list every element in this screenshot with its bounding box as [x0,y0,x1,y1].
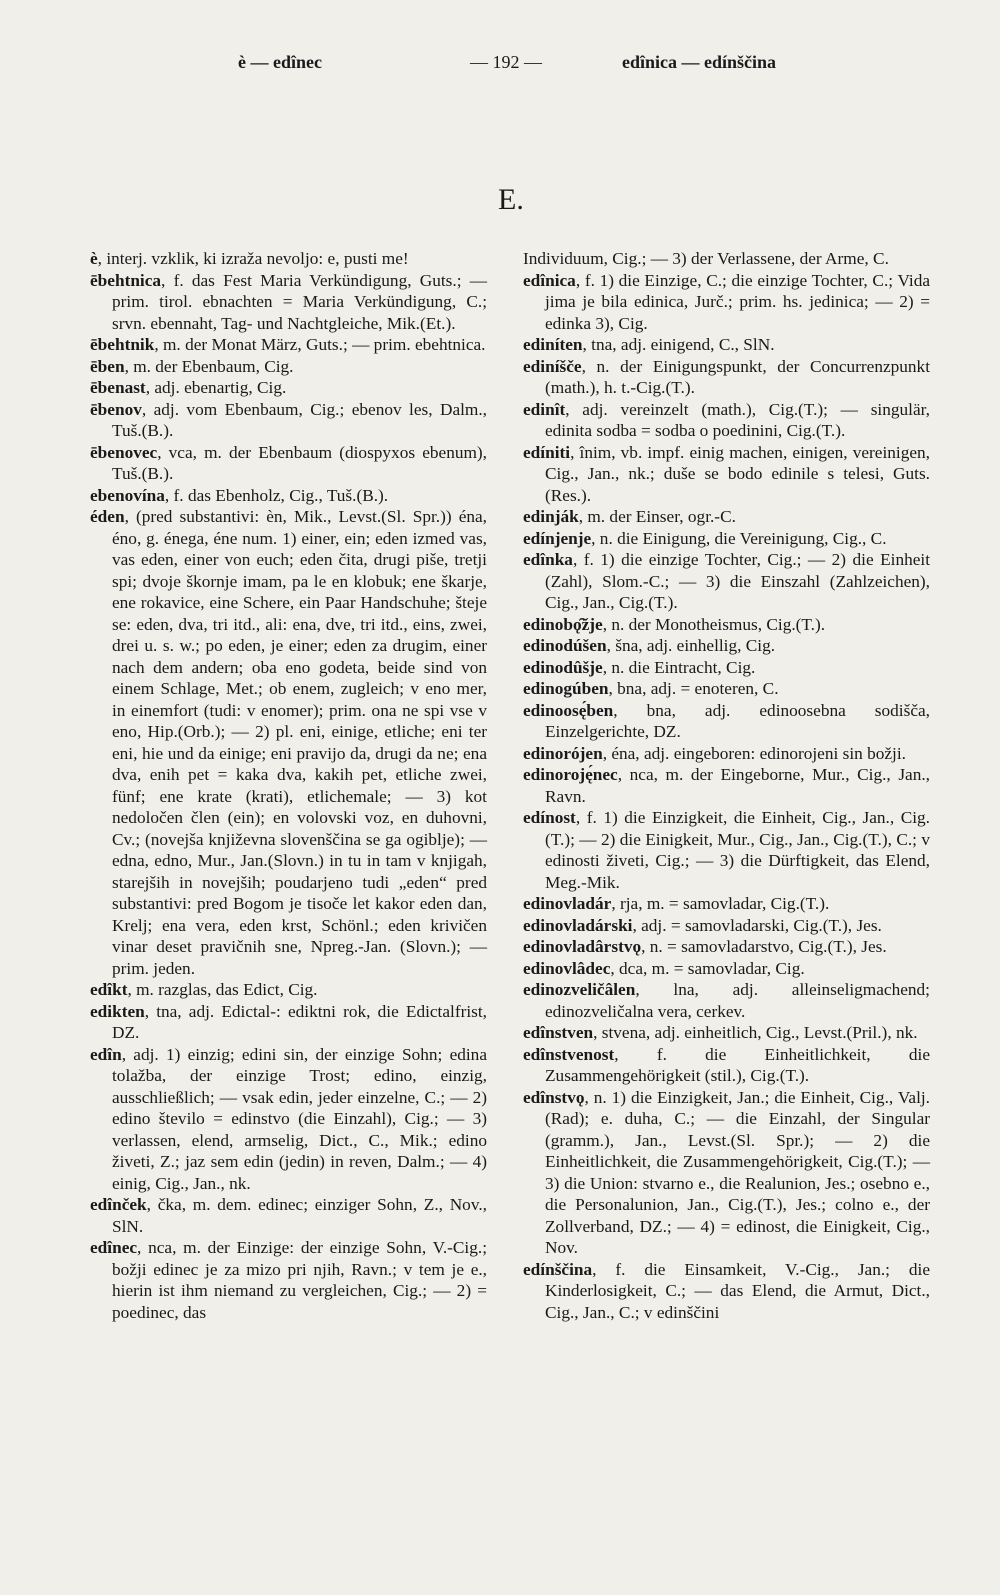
entry-definition: , rja, m. = samovladar, Cig.(T.). [611,894,830,913]
dictionary-entry [523,807,930,893]
dictionary-entry [523,635,930,657]
entry-definition: Individuum, Cig.; — 3) der Verlassene, der Arme, C. [523,249,889,268]
entry-headword: edîn [90,1044,122,1064]
entry-headword: edikten [90,1001,145,1021]
entry-definition: , n. die Einigung, die Vereinigung, Cig., C. [591,528,887,548]
page-header [0,52,1000,82]
entry-headword: edînec [90,1238,138,1257]
entry-headword: edinoosę́ben [523,700,614,720]
dictionary-entry [90,485,487,507]
entry-definition: , f. 1) die Einzigkeit, die Einheit, Cig., Jan., Cig.(T.); — 2) die Einigkeit, Mur., Cig., Jan., Cig.(T.), C.; v edinosti živeti, Cig.; — 3) die Dürftigkeit, das Elend, Meg.-Mik. [545,808,930,892]
dictionary-entry [523,764,930,807]
dictionary-entry [523,399,930,442]
dictionary-entry [523,442,930,507]
dictionary-entry [523,657,930,679]
entry-headword: edinovladár [523,894,612,913]
dictionary-entry [90,270,487,335]
dictionary-entry [523,506,930,528]
entry-definition: , vca, m. der Ebenbaum (diospyxos ebenum), Tuš.(B.). [112,442,487,483]
entry-headword: edinît [523,399,566,419]
entry-headword: edînček [90,1195,147,1214]
entry-definition: , n. der Einigungspunkt, der Concurrenzpunkt (math.), h. t.-Cig.(T.). [545,356,930,397]
dictionary-entry [523,1087,930,1259]
entry-definition: , nca, m. der Einzige: der einzige Sohn, V.-Cig.; božji edinec je za mizo pri njih, Ravn.; v tem je e., hierin ist ihm niemand zu vergleichen, Cig.; — 2) = poedinec, das [112,1238,487,1322]
entry-headword: ēbehtnica [90,270,162,290]
entry-headword: ebenovína [90,485,165,505]
dictionary-entry [523,614,930,636]
dictionary-entry [523,958,930,980]
entry-headword: ediníten [523,335,583,354]
entry-headword: è [90,249,98,268]
entry-definition: , f. das Fest Maria Verkündigung, Guts.; — prim. tirol. ebnachten = Maria Verkündigung, C.; srvn. ebennaht, Tag- und Nachtgleiche, Mik.(Et.). [112,270,487,333]
entry-headword: ēbenast [90,378,146,397]
dictionary-entry [90,1001,487,1044]
entry-definition: , interj. vzklik, ki izraža nevoljo: e, pusti me! [97,249,409,268]
page-number: — 192 — [470,52,542,72]
entry-definition: , adj. vereinzelt (math.), Cig.(T.); — singulär, edinita sodba = sodba o poedinini, Cig.(T.). [545,399,930,440]
dictionary-entry [523,549,930,614]
entry-definition: , lna, adj. alleinseligmachend; edinozveličalna vera, cerkev. [545,980,930,1021]
entry-headword: ēben [90,356,125,376]
entry-headword: edinobǫ̑žje [523,614,603,634]
dictionary-entry [90,356,487,378]
entry-headword: edinják [523,507,579,526]
entry-headword: edîkt [90,980,128,999]
entry-definition: , m. razglas, das Edict, Cig. [127,980,318,999]
dictionary-entry [523,248,930,270]
dictionary-entry [523,270,930,335]
dictionary-entry [523,528,930,550]
dictionary-entry [90,1044,487,1195]
entry-definition: , f. das Ebenholz, Cig., Tuš.(B.). [164,485,389,505]
dictionary-entry [90,506,487,979]
dictionary-entry [90,442,487,485]
dictionary-entry [523,678,930,700]
entry-definition: , m. der Einser, ogr.-C. [578,507,736,526]
entry-definition: , tna, adj. einigend, C., SlN. [582,335,775,354]
entry-headword: ēbehtnik [90,335,155,354]
dictionary-entry [523,979,930,1022]
entry-definition: , n. der Monotheismus, Cig.(T.). [602,614,826,634]
section-letter: E. [498,183,524,216]
entry-definition: , f. die Einheitlichkeit, die Zusammengehörigkeit (stil.), Cig.(T.). [545,1044,930,1085]
entry-definition: , n. 1) die Einzigkeit, Jan.; die Einheit, Cig., Valj.(Rad); e. duha, C.; — die Einzahl, der Singular (gramm.), Jan., Levst.(Sl. Spr.); — 2) die Einheitlichkeit, die Zusammengehörigkeit, Cig.(T.); — 3) die Union: stvarno e., die Realunion, Jes.; osebno e., die Personalunion, Jan., Cig.(T.), Jes.; colno e., der Zollverband, DZ.; — 4) = edinost, die Einigkeit, Cig., Nov. [545,1087,930,1257]
dictionary-entry [523,893,930,915]
dictionary-entry [90,377,487,399]
entry-headword: edinodûšje [523,657,603,677]
entry-definition: , tna, adj. Edictal-: ediktni rok, die Edictalfrist, DZ. [112,1001,487,1042]
entry-definition: , šna, adj. einhellig, Cig. [606,636,776,655]
entry-headword: edinovladârstvǫ [523,937,642,956]
right-column [523,248,930,1323]
entry-definition: , m. der Ebenbaum, Cig. [124,356,294,376]
dictionary-entry [90,334,487,356]
entry-definition: , adj. vom Ebenbaum, Cig.; ebenov les, Dalm., Tuš.(B.). [112,399,487,440]
entry-headword: edínščina [523,1259,593,1279]
entry-definition: , stvena, adj. einheitlich, Cig., Levst.(Pril.), nk. [593,1023,918,1042]
entry-headword: edînstven [523,1023,594,1042]
dictionary-entry [90,248,487,270]
left-column [90,248,487,1323]
entry-definition: , adj. 1) einzig; edini sin, der einzige Sohn; edina tolažba, der einzige Trost; edino, einzig, ausschließlich; — vsak edin, jeder einzelne, C.; — 2) edino število = edinstvo (die Einzahl), Cig.; — 3) verlassen, elend, armselig, Dict., C., Mik.; edino živeti, Z.; jaz sem edin (jedin) in reven, Dalm.; — 4) einig, Cig., Jan., nk. [112,1044,487,1193]
dictionary-entry [523,700,930,743]
entry-definition: , adj. ebenartig, Cig. [145,378,287,397]
entry-definition: , f. 1) die Einzige, C.; die einzige Tochter, C.; Vida jima je bila edinica, Jurč.; prim. hs. jedinica; — 2) = edinka 3), Cig. [545,270,930,333]
entry-headword: edinogúben [523,679,609,698]
dictionary-entry [90,1237,487,1323]
entry-definition: , f. 1) die einzige Tochter, Cig.; — 2) die Einheit (Zahl), Slom.-C.; — 3) die Einszahl (Zahlzeichen), Cig., Jan., Cig.(T.). [545,550,930,612]
entry-headword: edinozveličâlen [523,980,636,999]
entry-definition: , înim, vb. impf. einig machen, einigen, vereinigen, Cig., Jan., nk.; duše se bodo edinile s telesi, Guts.(Res.). [545,442,930,505]
entry-headword: edínjenje [523,528,592,548]
dictionary-entry [523,334,930,356]
entry-definition: , dca, m. = samovladar, Cig. [610,958,805,978]
entry-headword: edinovladárski [523,915,633,935]
dictionary-entry [523,1022,930,1044]
entry-headword: edíniti [523,442,571,462]
entry-definition: , adj. = samovladarski, Cig.(T.), Jes. [632,915,882,935]
dictionary-entry [523,356,930,399]
entry-headword: edinorójen [523,743,603,763]
header-left-guideword: è — edînec [238,52,322,72]
entry-headword: edinodúšen [523,636,607,655]
dictionary-entry [523,936,930,958]
entry-headword: edînstvǫ [523,1087,585,1107]
entry-definition: , bna, adj. = enoteren, C. [608,679,779,698]
entry-definition: , éna, adj. eingeboren: edinorojeni sin božji. [602,743,906,763]
entry-definition: , n. = samovladarstvo, Cig.(T.), Jes. [641,937,887,956]
entry-headword: éden [90,507,125,526]
dictionary-entry [523,915,930,937]
entry-definition: , f. die Einsamkeit, V.-Cig., Jan.; die Kinderlosigkeit, C.; — das Elend, die Armut, Dict., Cig., Jan., C.; v edinščini [545,1259,930,1322]
entry-headword: edinoroję́nec [523,765,618,784]
entry-headword: ēbenov [90,399,142,419]
entry-definition: , čka, m. dem. edinec; einziger Sohn, Z., Nov., SlN. [112,1195,487,1236]
entry-definition: , bna, adj. edinoosebna sodišča, Einzelgerichte, DZ. [545,700,930,741]
dictionary-entry [90,979,487,1001]
entry-headword: edînica [523,270,576,290]
dictionary-entry [523,1044,930,1087]
entry-definition: , nca, m. der Eingeborne, Mur., Cig., Jan., Ravn. [545,765,930,806]
entry-definition: , n. die Eintracht, Cig. [602,657,756,677]
header-right-guideword: edînica — edínščina [622,52,777,72]
dictionary-entry [523,743,930,765]
dictionary-entry [523,1259,930,1324]
entry-definition: , (pred substantivi: èn, Mik., Levst.(Sl. Spr.)) éna, éno, g. énega, éne num. 1) einer, ein; eden izmed vas, vas eden, einer von euch; eden čita, drugi piše, tretji spi; dvoje škornje imam, pa le en klobuk; ene škarje, ene rokavice, eine Schere, ein Paar Handschuhe; šteje se: eden, dva, tri itd., ali: ena, dve, tri itd., eins, zwei, drei u. s. w.; po eden, je einer; eden za drugim, einer nach dem andern; oba eno godeta, beide sind von einem Schlage, Met.; ob enem, zugleich; v eno mer, in einemfort (tudi: v enomer); prim. ona ne spi vse v eno, Hip.(Orb.); — 2) pl. eni, einige, etliche; eni ter eni, hie und da einige; eni pravijo da, drugi da ne; ena dva, enih pet = kaka dva, kakih pet, etliche zwei, fünf; ene krate (krati), etlichemale; — 3) kot nedoločen člen (ein); en volovski voz, en duhovni, Cv.; (novejša književna slovenščina se ga ogiblje); —edna, edno, Mur., Jan.(Slovn.) in tu in tam v knjigah, starejših in novejših; poudarjeno tudi „eden“ pred substantivi: pred Bogom je tisoče let kakor eden dan, Krelj; ena vera, eden krst, Schönl.; eden krivičen vinar deset pravičnih sne, Npreg.-Jan. (Slovn.); — prim. jeden. [112,507,487,978]
entry-headword: ēbenovec [90,442,158,462]
entry-definition: , m. der Monat März, Guts.; — prim. ebehtnica. [154,335,486,354]
entry-headword: edinovlâdec [523,958,611,978]
dictionary-entry [90,1194,487,1237]
dictionary-entry [90,399,487,442]
entry-headword: edînka [523,550,573,569]
entry-headword: ediníšče [523,356,582,376]
entry-headword: edínost [523,808,576,827]
entry-headword: edînstvenost [523,1044,615,1064]
